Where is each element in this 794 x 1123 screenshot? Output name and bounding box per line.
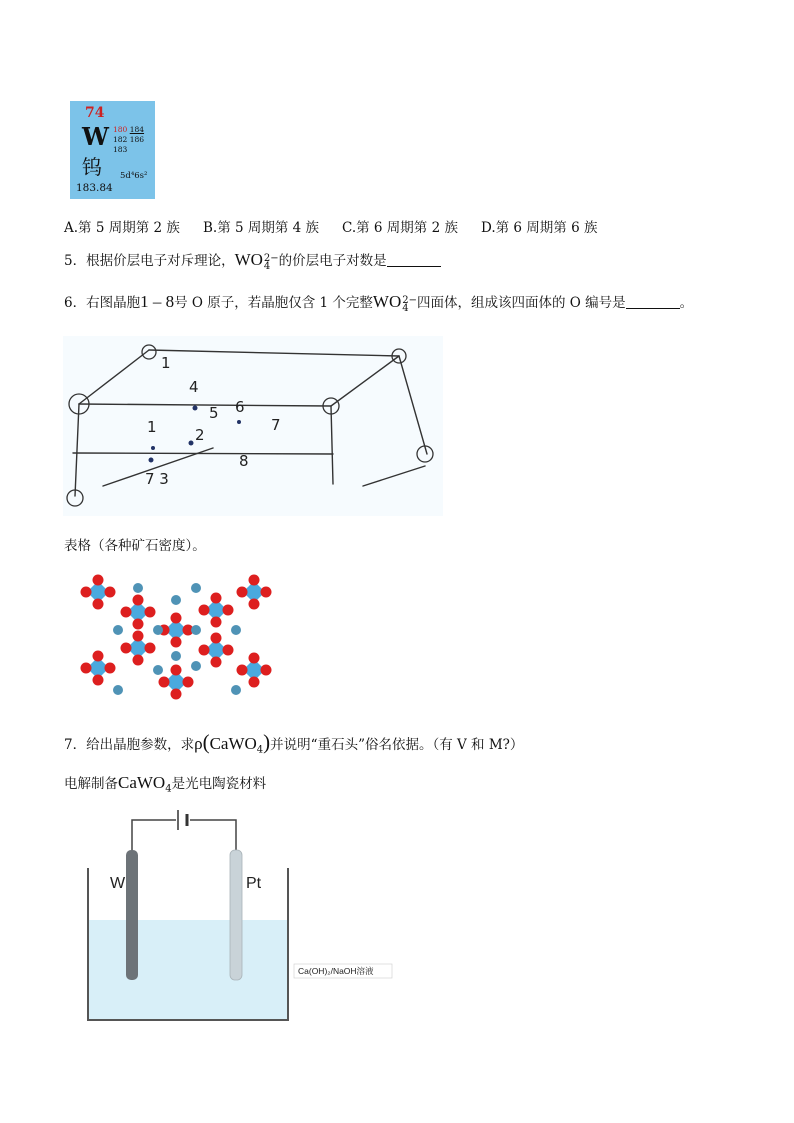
platinum-electrode xyxy=(230,850,242,980)
cell-label-6: 6 xyxy=(235,398,245,416)
cell-edge-right-vertical xyxy=(399,356,427,454)
oxygen-atom xyxy=(93,651,104,662)
electrolysis-sub: 4 xyxy=(165,783,172,795)
isotope-row-3: 183 xyxy=(113,145,128,154)
calcium-atom xyxy=(113,685,123,695)
cell-label-4: 4 xyxy=(189,378,199,396)
cell-edge-left-top xyxy=(79,350,149,404)
calcium-atom xyxy=(153,625,163,635)
question-5 xyxy=(64,249,441,271)
option-a[interactable]: A.第 5 周期第 2 族 xyxy=(64,220,180,236)
cell-edge-mid xyxy=(73,453,333,454)
isotope-180: 180 xyxy=(113,125,128,134)
electrolysis-prefix: 电解制备 xyxy=(64,776,118,792)
oxygen-atom xyxy=(133,619,144,630)
calcium-atom xyxy=(113,625,123,635)
option-c[interactable]: C.第 6 周期第 2 族 xyxy=(342,220,458,236)
q7-paren-close: ) xyxy=(263,730,271,754)
q6-sup: 2− xyxy=(402,295,417,306)
electrolysis-suffix: 是光电陶瓷材料 xyxy=(171,776,267,792)
oxygen-dot-4 xyxy=(193,406,198,411)
solution-label: Ca(OH)₂/NaOH溶液 xyxy=(298,966,374,976)
cell-edge-top-front xyxy=(79,404,331,406)
element-name: 钨 xyxy=(82,155,102,179)
electrolysis-apparatus xyxy=(60,800,400,1035)
oxygen-atom xyxy=(93,675,104,686)
q7-sub: 4 xyxy=(256,744,264,756)
q5-answer-blank[interactable] xyxy=(387,253,441,268)
oxygen-atom xyxy=(171,637,182,648)
anode-label: W xyxy=(110,875,126,892)
tungsten-electrode xyxy=(126,850,138,980)
oxygen-atom xyxy=(249,575,260,586)
atomic-number: 74 xyxy=(85,105,105,121)
cell-label-5: 5 xyxy=(209,404,219,422)
oxygen-dot-1 xyxy=(151,446,155,450)
isotope-184: 184 xyxy=(129,125,145,134)
wire-right xyxy=(190,820,236,850)
isotope-row-2: 182 186 xyxy=(113,135,145,144)
oxygen-atom xyxy=(93,599,104,610)
oxygen-atom xyxy=(249,653,260,664)
cell-edge-left-vertical xyxy=(75,404,79,496)
oxygen-atom xyxy=(261,587,272,598)
q5-sup: 2− xyxy=(263,253,279,264)
oxygen-atom xyxy=(81,587,92,598)
calcium-atom xyxy=(153,665,163,675)
q7-prefix: 7．给出晶胞参数，求 xyxy=(64,737,195,753)
tungsten-element-card xyxy=(70,101,155,199)
oxygen-atom xyxy=(145,643,156,654)
isotope-list xyxy=(113,125,144,155)
electron-config: 5d⁴6s² xyxy=(120,171,148,181)
oxygen-atom xyxy=(121,643,132,654)
q7-paren-open: ( xyxy=(202,730,210,754)
cathode-label: Pt xyxy=(246,875,262,892)
q5-suffix: 的价层电子对数是 xyxy=(278,253,387,269)
q5-prefix: 5．根据价层电子对斥理论， xyxy=(64,253,235,269)
calcium-atom xyxy=(231,685,241,695)
q6-suffix: 四面体，组成该四面体的 O 编号是 xyxy=(417,295,626,311)
cell-label-8: 8 xyxy=(239,452,249,470)
q6-middle: 号 O 原子，若晶胞仅含 1 个完整 xyxy=(174,295,373,311)
option-b[interactable]: B.第 5 周期第 4 族 xyxy=(203,220,320,236)
oxygen-atom xyxy=(171,689,182,700)
solution xyxy=(88,920,288,1020)
oxygen-atom xyxy=(105,587,116,598)
q6-answer-blank[interactable] xyxy=(626,295,680,310)
oxygen-atom xyxy=(211,633,222,644)
option-d[interactable]: D.第 6 周期第 6 族 xyxy=(481,220,598,236)
q5-formula: WO xyxy=(234,250,263,269)
oxygen-atom xyxy=(249,677,260,688)
q7-formula: CaWO xyxy=(209,734,257,753)
q7-rho: ρ xyxy=(194,734,203,753)
question-6 xyxy=(64,291,693,313)
cell-edge-top-back xyxy=(149,350,399,356)
oxygen-atom xyxy=(211,593,222,604)
oxygen-atom xyxy=(199,605,210,616)
calcium-atom xyxy=(191,625,201,635)
oxygen-atom xyxy=(183,677,194,688)
wire-left xyxy=(132,820,176,850)
calcium-atom xyxy=(191,583,201,593)
q6-end: 。 xyxy=(679,295,694,311)
oxygen-atom xyxy=(121,607,132,618)
q6-formula: WO xyxy=(372,292,402,311)
q6-charge xyxy=(402,297,417,313)
oxygen-atom xyxy=(237,587,248,598)
calcium-atom xyxy=(171,595,181,605)
oxygen-atom xyxy=(249,599,260,610)
oxygen-atom xyxy=(223,645,234,656)
calcium-atom xyxy=(171,651,181,661)
oxygen-atom xyxy=(223,605,234,616)
element-symbol: W xyxy=(82,122,109,151)
tungsten-dot xyxy=(237,420,241,424)
oxygen-atom xyxy=(211,657,222,668)
oxygen-dot-3 xyxy=(149,458,154,463)
oxygen-atom xyxy=(261,665,272,676)
oxygen-atom xyxy=(105,663,116,674)
oxygen-atom xyxy=(171,613,182,624)
calcium-atom xyxy=(133,583,143,593)
q7-suffix: 并说明“重石头”俗名依据。（有 V 和 M?） xyxy=(270,737,524,753)
unit-cell-sketch xyxy=(63,336,443,516)
question-7 xyxy=(64,730,523,756)
cell-label-top-left: 1 xyxy=(161,354,171,372)
oxygen-atom xyxy=(237,665,248,676)
crystal-structure-image xyxy=(76,570,282,706)
oxygen-atom xyxy=(145,607,156,618)
hand-drawn-unit-cell xyxy=(63,336,443,516)
oxygen-atom xyxy=(133,595,144,606)
q6-prefix: 6．右图晶胞 xyxy=(64,295,141,311)
cell-edge-bottom-right xyxy=(363,466,425,486)
oxygen-atom xyxy=(199,645,210,656)
q6-sub: 4 xyxy=(402,303,409,314)
cell-edge-right-top xyxy=(331,356,399,406)
crystal-structure-svg xyxy=(76,570,282,706)
cell-edge-front-vertical xyxy=(331,406,333,484)
oxygen-atom xyxy=(133,655,144,666)
oxygen-atom xyxy=(171,665,182,676)
calcium-atom xyxy=(231,625,241,635)
q5-sub: 4 xyxy=(263,261,271,272)
electrolysis-heading xyxy=(64,772,266,795)
q6-range: 1 – 8 xyxy=(140,292,175,311)
oxygen-atom xyxy=(211,617,222,628)
electrolysis-svg xyxy=(60,800,400,1035)
table-note: 表格（各种矿石密度）。 xyxy=(64,538,206,554)
cell-label-2: 2 xyxy=(195,426,205,444)
electrolysis-formula: CaWO xyxy=(118,773,166,792)
oxygen-atom xyxy=(159,677,170,688)
oxygen-dot-2 xyxy=(189,441,194,446)
atomic-mass: 183.84 xyxy=(76,182,113,194)
cell-label-bottom: 7 3 xyxy=(145,470,169,488)
oxygen-atom xyxy=(93,575,104,586)
q5-charge xyxy=(264,255,279,271)
oxygen-atom xyxy=(133,631,144,642)
calcium-atom xyxy=(191,661,201,671)
oxygen-atom xyxy=(81,663,92,674)
cell-label-1: 1 xyxy=(147,418,157,436)
cell-label-7: 7 xyxy=(271,416,281,434)
corner-atom-1 xyxy=(142,345,156,359)
